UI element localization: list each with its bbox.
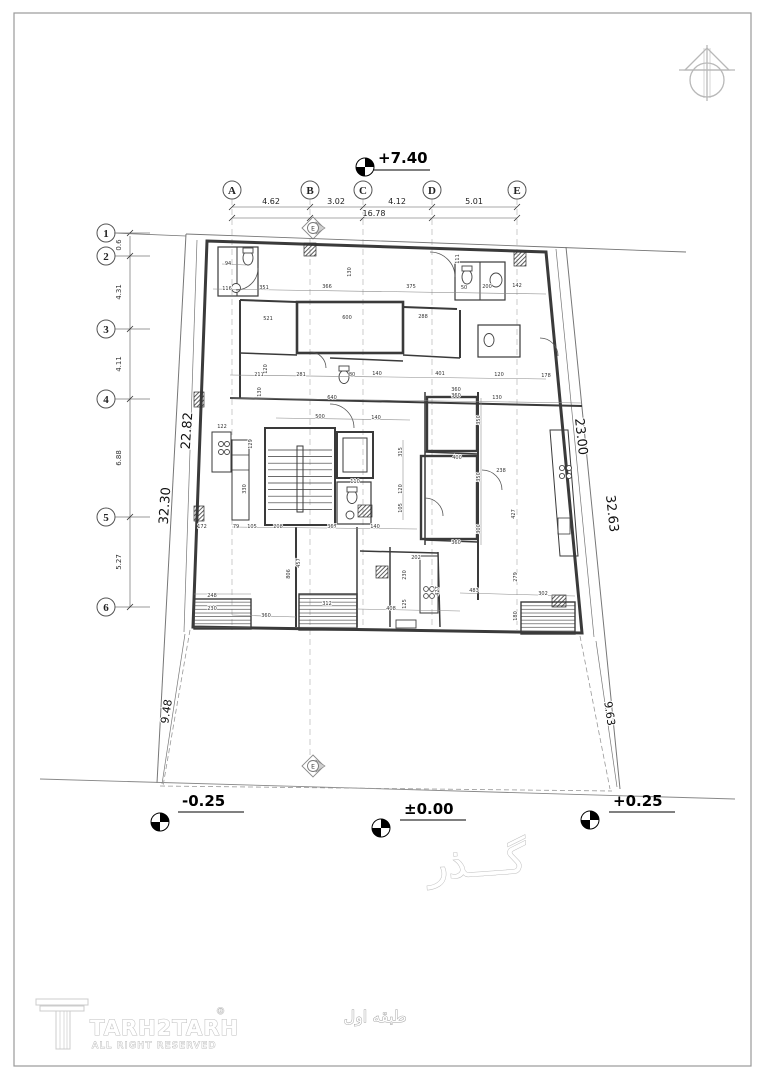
- interior-dim: 401: [435, 371, 445, 377]
- interior-dim: 483: [469, 588, 479, 594]
- grid-label-C: C: [359, 185, 367, 197]
- interior-dim: 130: [347, 267, 353, 277]
- level-benchmark-icon: [356, 158, 374, 176]
- level-benchmark-icon: [372, 819, 390, 837]
- interior-dim: 281: [296, 372, 306, 378]
- interior-dim: 110: [350, 479, 360, 485]
- interior-dim: 350: [476, 415, 482, 425]
- interior-dim: 202: [411, 555, 421, 561]
- dim-yard-left: 9.48: [158, 698, 175, 725]
- grid-label-1: 1: [103, 228, 109, 240]
- grid-label-B: B: [306, 185, 314, 197]
- interior-dim: 315: [398, 447, 404, 457]
- row-dim: 0.6: [115, 239, 123, 251]
- interior-dim: 120: [398, 484, 404, 494]
- interior-dim: 279: [513, 572, 519, 582]
- dim-right-inner: 23.00: [571, 417, 590, 456]
- grid-label-4: 4: [103, 394, 109, 406]
- drawing-title: طبقه اول: [343, 1007, 407, 1026]
- ground-level-value: +0.25: [613, 792, 663, 810]
- interior-dim: 116: [222, 286, 232, 292]
- interior-dim: 360: [451, 387, 461, 393]
- column-dim: 5.01: [465, 197, 483, 206]
- interior-dim: 427: [435, 586, 441, 596]
- grid-label-A: A: [228, 185, 236, 197]
- interior-dim: 351: [259, 285, 269, 291]
- interior-dim: 360: [451, 393, 461, 399]
- interior-dim: 427: [511, 509, 517, 519]
- interior-dim: 105: [398, 503, 404, 513]
- level-benchmark-icon: [151, 813, 169, 831]
- interior-dim: 238: [496, 468, 506, 474]
- interior-dim: 94: [224, 261, 232, 267]
- interior-dim: 330: [242, 484, 248, 494]
- interior-dim: 302: [538, 591, 548, 597]
- grid-label-6: 6: [103, 602, 109, 614]
- interior-dim: 140: [371, 415, 381, 421]
- interior-dim: 125: [402, 599, 408, 609]
- interior-dim: 122: [217, 424, 227, 430]
- interior-dim: 180: [513, 611, 519, 621]
- grid-label-D: D: [428, 185, 436, 197]
- interior-dim: 288: [418, 314, 428, 320]
- interior-dim: 172: [197, 524, 207, 530]
- interior-dim: 806: [286, 569, 292, 579]
- row-dim: 4.31: [115, 284, 123, 300]
- interior-dim: 367: [327, 524, 337, 530]
- dim-right-outer: 32.63: [602, 494, 621, 533]
- logo-name: TARH2TARH: [90, 1016, 239, 1040]
- interior-dim: 105: [247, 524, 257, 530]
- interior-dim: 360: [261, 613, 271, 619]
- interior-dim: 142: [512, 283, 522, 289]
- dim-left-inner: 22.82: [178, 411, 197, 450]
- grid-label-5: 5: [103, 512, 109, 524]
- interior-dim: 130: [492, 395, 502, 401]
- interior-dim: 408: [386, 606, 396, 612]
- interior-dim: 230: [402, 570, 408, 580]
- row-dim: 6.88: [115, 450, 123, 466]
- top-level-value: +7.40: [378, 149, 428, 167]
- interior-dim: 375: [406, 284, 416, 290]
- dim-left-outer: 32.30: [156, 486, 175, 525]
- interior-dim: 130: [257, 387, 263, 397]
- road-label: گـــذر: [425, 833, 529, 890]
- interior-dim: 500: [315, 414, 325, 420]
- interior-dim: 640: [327, 395, 337, 401]
- interior-dim: 366: [322, 284, 332, 290]
- interior-dim: 300: [476, 524, 482, 534]
- dim-yard-right: 9.63: [601, 700, 618, 727]
- column-dim: 4.62: [262, 197, 280, 206]
- column-dim: 3.02: [327, 197, 345, 206]
- sheet-border: [14, 13, 751, 1066]
- svg-text:E: E: [311, 225, 315, 233]
- grid-label-E: E: [513, 185, 521, 197]
- interior-dim: 521: [263, 316, 273, 322]
- interior-dim: 211: [254, 372, 264, 378]
- interior-dim: 360: [451, 540, 461, 546]
- row-dim: 5.27: [115, 554, 123, 570]
- column-dim: 4.12: [388, 197, 406, 206]
- interior-dim: 120: [263, 364, 269, 374]
- grid-label-2: 2: [103, 251, 109, 263]
- interior-dim: 178: [541, 373, 551, 379]
- logo-reg-mark: ®: [216, 1007, 225, 1017]
- grid-label-3: 3: [103, 324, 109, 336]
- ground-level-value: ±0.00: [404, 800, 454, 818]
- interior-dim: 80: [348, 372, 356, 378]
- interior-dim: 140: [370, 524, 380, 530]
- interior-dim: 312: [322, 601, 332, 607]
- interior-dim: 350: [476, 472, 482, 482]
- svg-text:E: E: [311, 763, 315, 771]
- interior-dim: 208: [273, 524, 283, 530]
- interior-dim: 129: [248, 439, 254, 449]
- row-dim: 4.11: [115, 356, 123, 372]
- column-total-dim: 16.78: [362, 209, 386, 218]
- interior-dim: 400: [452, 455, 462, 461]
- interior-dim: 50: [460, 285, 468, 291]
- logo-subtitle: ALL RIGHT RESERVED: [92, 1041, 217, 1051]
- ground-level-value: -0.25: [182, 792, 226, 810]
- interior-dim: 79: [232, 524, 240, 530]
- interior-dim: 120: [494, 372, 504, 378]
- interior-dim: 140: [372, 371, 382, 377]
- interior-dim: 248: [207, 593, 217, 599]
- level-benchmark-icon: [581, 811, 599, 829]
- interior-dim: 200: [482, 284, 492, 290]
- interior-dim: 111: [455, 254, 461, 264]
- interior-dim: 230: [207, 606, 217, 612]
- interior-dim: 457: [296, 558, 302, 568]
- interior-dim: 600: [342, 315, 352, 321]
